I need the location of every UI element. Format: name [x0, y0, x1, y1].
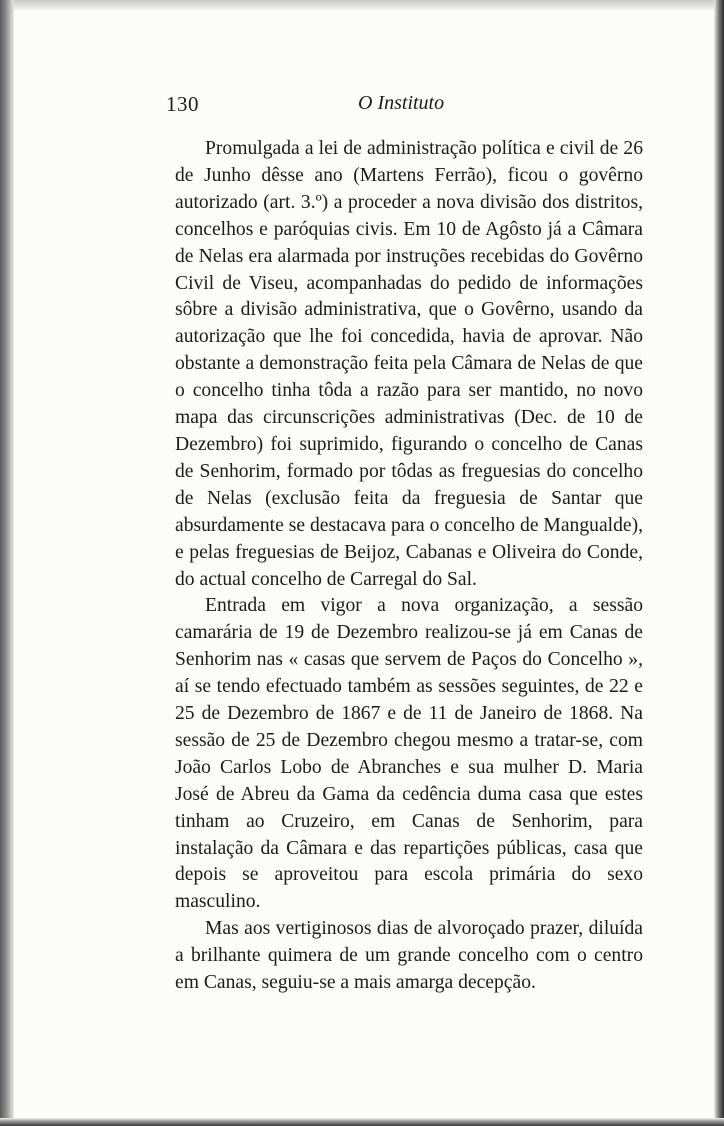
page-top-edge [0, 0, 724, 10]
page-bottom-edge [0, 1118, 724, 1126]
body-text [175, 136, 643, 997]
paragraph-2: Entrada em vigor a nova organização, a sessão camarária de 19 de Dezembro realizou-se já em Canas de Senhorim nas « casas que servem de Paços do Concelho », aí se tendo efectuado também as sessões seguintes, de 22 e 25 de Dezembro de 1867 e de 11 de Janeiro de 1868. Na sessão de 25 de Dezembro chegou mesmo a tratar-se, com João Carlos Lobo de Abranches e sua mulher D. Maria José de Abreu da Gama da cedência duma casa que estes tinham ao Cruzeiro, em Canas de Senhorim, para instalação da Câmara e das repartições públicas, casa que depois se aproveitou para escola primária do sexo masculino. [175, 595, 643, 913]
paragraph-1: Promulgada a lei de administração política e civil de 26 de Junho dêsse ano (Martens Ferrão), ficou o govêrno autorizado (art. 3.º) a proceder a nova divisão dos distritos, concelhos e paróquias civis. Em 10 de Agôsto já a Câmara de Nelas era alarmada por instruções recebidas do Govêrno Civil de Viseu, acompanhadas do pedido de informações sôbre a divisão administrativa, que o Govêrno, usando da autorização que lhe foi concedida, havia de aprovar. Não obstante a demonstração feita pela Câmara de Nelas de que o concelho tinha tôda a razão para ser mantido, no novo mapa das circunscrições administrativas (Dec. de 10 de Dezembro) foi suprimido, figurando o concelho de Canas de Senhorim, formado por tôdas as freguesias do concelho de Nelas (exclusão feita da freguesia de Santar que absurdamente se destacava para o concelho de Mangualde), e pelas freguesias de Beijoz, Cabanas e Oliveira do Conde, do actual concelho de Carregal do Sal. [175, 138, 643, 590]
page-left-edge [0, 0, 14, 1126]
page-right-edge [714, 0, 724, 1126]
running-head [166, 92, 646, 122]
paragraph-3: Mas aos vertiginosos dias de alvoroçado prazer, diluída a brilhante quimera de um grande concelho com o centro em Canas, seguiu-se a mais amarga decepção. [175, 918, 643, 994]
page-number: 130 [166, 92, 199, 116]
journal-title: O Instituto [358, 92, 445, 114]
